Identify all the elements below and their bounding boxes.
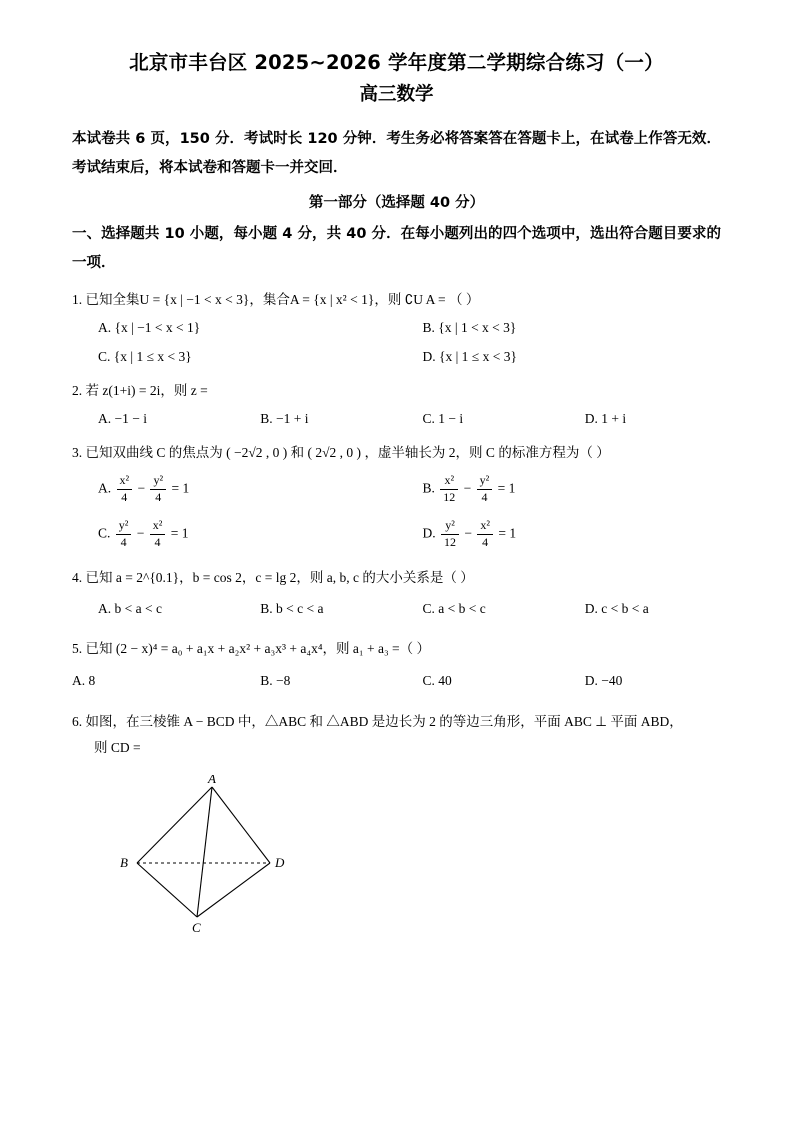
option-tail: = 1 [497,480,516,496]
minus-sign: − [464,525,472,541]
edge-AD [212,787,270,863]
question-4-option-b[interactable] [234,597,396,621]
option-label: A. [98,411,112,427]
question-5-option-d[interactable] [559,669,721,693]
option-label: B. [260,411,273,427]
option-label: B. [422,320,435,336]
option-text: {x | 1 < x < 3} [438,320,517,336]
fraction-2: $\frac{\text{x²}}{4}$ [477,519,493,550]
question-5-number: 5. [72,640,83,656]
option-label: B. [260,672,273,688]
question-5-options-row [72,669,721,693]
question-6-text-line-1: 如图，在三棱锥 A − BCD 中，△ABC 和 △ABD 是边长为 2 的等边三角形，平面 ABC ⊥ 平面 ABD， [85,714,683,730]
vertex-label-a: A [208,775,216,787]
question-2-text: 若 z(1+i) = 2i，则 z = [85,382,208,398]
question-2-number: 2. [72,382,83,398]
vertex-label-d: D [275,855,285,871]
fraction-1: $\frac{\text{y²}}{4}$ [116,519,132,550]
question-1-option-c[interactable] [72,345,397,369]
question-5-option-b[interactable] [234,669,396,693]
option-text: {x | −1 < x < 1} [114,320,201,336]
edge-DC [197,863,270,917]
question-3-text-and: 和 [290,444,305,460]
fraction-2: $\frac{\text{y²}}{4}$ [477,474,493,505]
question-3-option-d[interactable] [397,519,722,550]
question-2 [72,379,721,431]
question-1-option-b[interactable] [397,316,722,340]
question-3-focus-left: ( −2√2 , 0 ) [226,444,288,460]
question-1-options-row-1 [72,316,721,340]
question-4-option-c[interactable] [397,597,559,621]
question-6-number: 6. [72,714,83,730]
question-3-options-row-1 [72,474,721,505]
multiple-choice-section-head: 一、选择题共 10 小题，每小题 4 分，共 40 分．在每小题列出的四个选项中，选出符合题目要求的一项． [72,225,721,271]
question-6-text-line-2: 则 CD = [94,739,141,755]
option-text: b < a < c [114,601,162,617]
fraction-1: $\frac{\text{y²}}{12}$ [441,519,459,550]
question-3-option-a[interactable] [72,474,397,505]
question-2-stem [72,379,721,403]
part-one-title: 第一部分（选择题 40 分） [308,194,485,211]
option-text: −40 [601,672,623,688]
option-label: A. [98,601,112,617]
option-text: −1 − i [114,411,147,427]
question-5-stem [72,637,721,661]
question-4 [72,566,721,621]
option-label: A. [98,320,112,336]
option-label: D. [422,348,436,364]
question-1-number: 1. [72,291,83,307]
question-4-text: 已知 a = 2^{0.1}，b = cos 2，c = lg 2，则 a, b, c 的大小关系是（ ） [85,569,474,585]
option-tail: = 1 [170,525,189,541]
page-content [72,48,721,943]
option-label: D. [584,411,598,427]
question-1-option-d[interactable] [397,345,722,369]
question-3-number: 3. [72,444,83,460]
option-label: C. [422,411,435,427]
question-5-option-a[interactable] [72,669,234,693]
option-text: 8 [88,672,96,688]
question-1-blank: （ ） [449,291,480,307]
question-1-text-post: ，则 [374,291,402,307]
question-3-options-row-2 [72,519,721,550]
question-5 [72,637,721,692]
option-text: 1 + i [601,411,627,427]
option-tail: = 1 [498,525,517,541]
question-5-text: 已知 (2 − x)⁴ = a₀ + a₁x + a₂x² + a₃x³ + a₄x⁴，则 a₁ + a₃ =（ ） [85,640,431,656]
question-4-option-d[interactable] [559,597,721,621]
question-4-number: 4. [72,569,83,585]
page-subtitle: 高三数学 [359,84,434,106]
fraction-2: $\frac{\text{x²}}{4}$ [150,519,166,550]
option-text: 40 [438,672,452,688]
edge-AC [197,787,212,917]
option-label: D. [584,672,598,688]
option-text: b < c < a [276,601,324,617]
question-6-stem-line-2 [72,736,721,760]
question-3-stem [72,441,721,465]
question-6 [72,710,721,943]
question-5-option-c[interactable] [397,669,559,693]
question-3 [72,441,721,550]
option-text: a < b < c [438,601,486,617]
minus-sign: − [137,480,146,496]
option-text: {x | 1 ≤ x < 3} [439,348,517,364]
fraction-1: $\frac{\text{x²}}{4}$ [117,474,133,505]
question-1 [72,288,721,369]
question-2-options-row [72,407,721,431]
option-text: −1 + i [276,411,309,427]
question-1-expression: ∁U A = [404,291,446,307]
option-label: B. [260,601,273,617]
option-label: C. [98,525,111,541]
edge-BC [137,863,197,917]
option-text: {x | 1 ≤ x < 3} [113,348,192,364]
question-3-option-c[interactable] [72,519,397,550]
question-1-stem [72,288,721,312]
question-2-option-a[interactable] [72,407,234,431]
question-1-option-a[interactable] [72,316,397,340]
option-label: A. [98,480,112,496]
question-2-option-b[interactable] [234,407,396,431]
option-text: 1 − i [438,411,464,427]
question-4-option-a[interactable] [72,597,234,621]
question-1-text-pre: 已知全集 [85,291,140,307]
tetrahedron-figure [72,775,721,943]
fraction-2: $\frac{\text{y²}}{4}$ [150,474,166,505]
question-1-text-mid: ，集合 [249,291,290,307]
question-2-option-d[interactable] [559,407,721,431]
fraction-1: $\frac{\text{x²}}{12}$ [440,474,458,505]
page-title: 北京市丰台区 2025~2026 学年度第二学期综合练习（一） [129,51,664,74]
option-label: C. [422,672,435,688]
option-text: c < b < a [601,601,649,617]
vertex-label-b: B [120,855,128,871]
question-4-stem [72,566,721,590]
option-text: −8 [276,672,291,688]
option-label: D. [422,525,436,541]
question-3-option-b[interactable] [397,474,722,505]
exam-instructions: 本试卷共 6 页，150 分．考试时长 120 分钟．考生务必将答案答在答题卡上，在试卷上作答无效．考试结束后，将本试卷和答题卡一并交回． [72,130,721,176]
question-2-option-c[interactable] [397,407,559,431]
edge-BA [137,787,212,863]
minus-sign: − [136,525,145,541]
question-3-text-post: ，虚半轴长为 2，则 C 的标准方程为（ ） [364,444,610,460]
question-3-focus-right: ( 2√2 , 0 ) [307,444,362,460]
option-label: A. [72,672,86,688]
question-6-stem-line-1 [72,710,721,734]
option-tail: = 1 [171,480,190,496]
option-label: C. [98,348,111,364]
tetrahedron-svg [72,775,302,935]
question-1-set-u: U = {x | −1 < x < 3} [139,291,250,307]
question-1-set-a: A = {x | x² < 1} [289,291,375,307]
vertex-label-c: C [192,920,201,936]
minus-sign: − [463,480,472,496]
question-3-text-pre: 已知双曲线 C 的焦点为 [85,444,223,460]
question-1-options-row-2 [72,345,721,369]
option-label: C. [422,601,435,617]
question-4-options-row [72,597,721,621]
option-label: B. [422,480,435,496]
option-label: D. [584,601,598,617]
